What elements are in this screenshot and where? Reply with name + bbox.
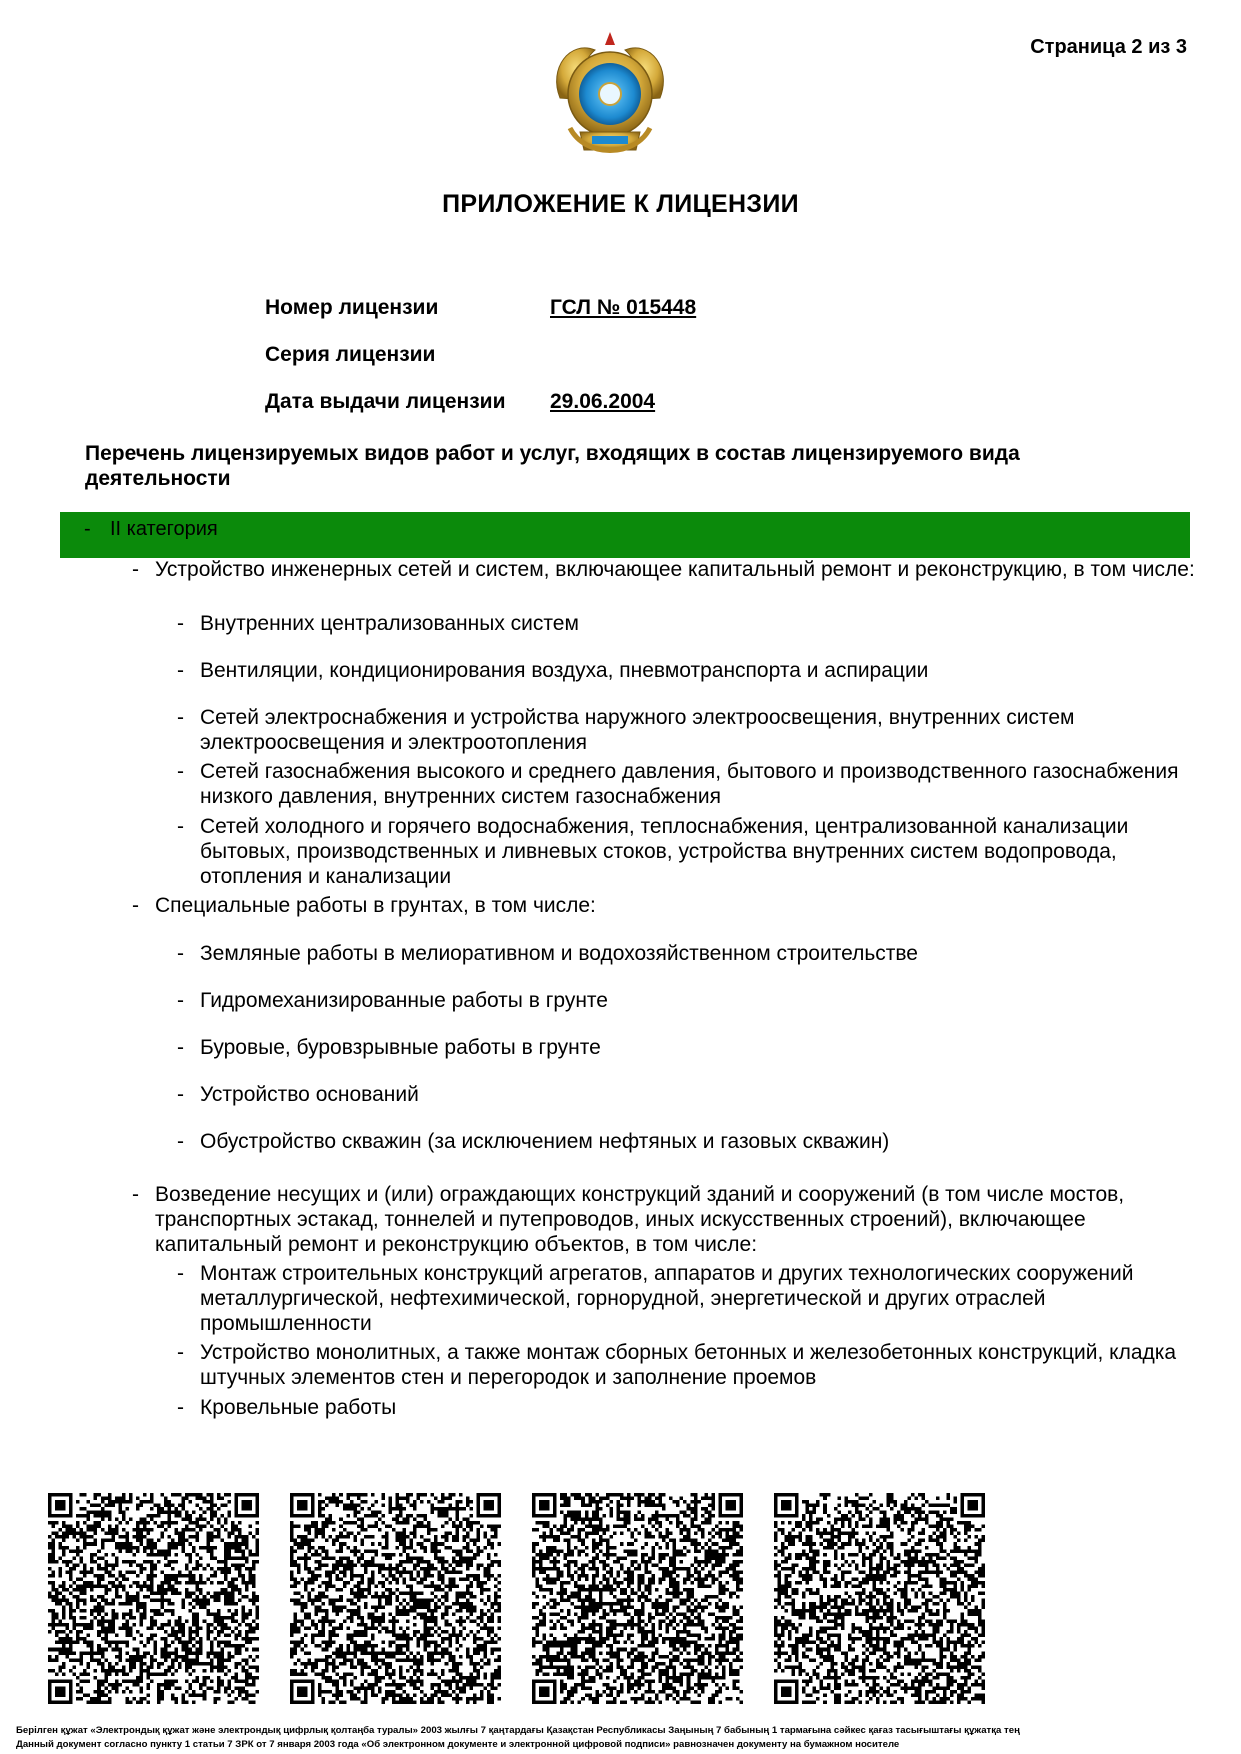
list-dash: - xyxy=(177,1396,184,1419)
license-series-row xyxy=(265,343,696,390)
list-item xyxy=(177,941,1200,966)
list-item xyxy=(177,658,1200,683)
list-item-text: Обустройство скважин (за исключением нефтяных и газовых скважин) xyxy=(200,1130,890,1153)
list-item xyxy=(177,988,1200,1013)
list-dash: - xyxy=(177,942,184,965)
license-series-label: Серия лицензии xyxy=(265,343,436,366)
list-item-text: Сетей газоснабжения высокого и среднего давления, бытового и производственного газоснабжения низкого давления, внутренних систем газоснабжения xyxy=(200,760,1179,808)
qr-code-icon xyxy=(48,1493,259,1704)
list-dash: - xyxy=(177,706,184,729)
list-item-text: Устройство оснований xyxy=(200,1083,419,1106)
license-date-value: 29.06.2004 xyxy=(550,390,656,413)
qr-code-icon xyxy=(532,1493,743,1704)
list-dash: - xyxy=(177,1341,184,1364)
list-item xyxy=(132,893,1195,918)
list-dash: - xyxy=(177,1083,184,1106)
list-item xyxy=(177,611,1200,636)
qr-code-row xyxy=(48,1493,998,1705)
license-date-row xyxy=(265,390,696,437)
list-item-text: Кровельные работы xyxy=(200,1396,397,1419)
list-item-text: Гидромеханизированные работы в грунте xyxy=(200,989,608,1012)
license-info xyxy=(265,296,696,437)
list-dash: - xyxy=(177,1130,184,1153)
state-emblem-icon xyxy=(540,28,680,168)
license-date-label: Дата выдачи лицензии xyxy=(265,390,506,413)
list-dash: - xyxy=(177,612,184,635)
list-dash: - xyxy=(177,659,184,682)
qr-code-icon xyxy=(774,1493,985,1704)
list-item xyxy=(177,705,1200,755)
list-item xyxy=(177,1082,1200,1107)
list-item-text: Возведение несущих и (или) ограждающих конструкций зданий и сооружений (в том числе мостов, транспортных эстакад, тоннелей и путепроводов, иных искусственных строений), включающее капитальный ремонт и реконструкцию объектов, в том числе: xyxy=(155,1183,1125,1256)
list-dash: - xyxy=(177,1036,184,1059)
list-item-text: Буровые, буровзрывные работы в грунте xyxy=(200,1036,601,1059)
list-item-text: Монтаж строительных конструкций агрегатов, аппаратов и других технологических сооружений металлургической, нефтехимической, горнорудной, энергетической и других отраслей промышленности xyxy=(200,1262,1134,1335)
list-dash: - xyxy=(132,1183,139,1206)
list-item-text: Устройство инженерных сетей и систем, включающее капитальный ремонт и реконструкцию, в том числе: xyxy=(155,558,1195,581)
legal-footer-ru: Данный документ согласно пункту 1 статьи 7 ЗРК от 7 января 2003 года «Об электронном документе и электронной цифровой подписи» равнозначен документу на бумажном носителе xyxy=(16,1739,900,1750)
list-dash: - xyxy=(132,894,139,917)
list-dash: - xyxy=(177,760,184,783)
list-item-text: Внутренних централизованных систем xyxy=(200,612,579,635)
category-label: II категория xyxy=(110,518,218,540)
list-item xyxy=(177,1035,1200,1060)
list-dash: - xyxy=(132,558,139,581)
list-item-text: Специальные работы в грунтах, в том числе: xyxy=(155,894,596,917)
list-item-text: Устройство монолитных, а также монтаж сборных бетонных и железобетонных конструкций, кладка штучных элементов стен и перегородок и заполнение проемов xyxy=(200,1341,1177,1389)
license-number-value: ГСЛ № 015448 xyxy=(550,296,697,319)
license-number-label: Номер лицензии xyxy=(265,296,439,319)
qr-code-icon xyxy=(290,1493,501,1704)
list-dash: - xyxy=(177,815,184,838)
list-item-text: Вентиляции, кондиционирования воздуха, пневмотранспорта и аспирации xyxy=(200,659,929,682)
list-item-text: Земляные работы в мелиоративном и водохозяйственном строительстве xyxy=(200,942,918,965)
list-item xyxy=(177,759,1200,809)
list-item xyxy=(177,1395,1200,1420)
list-dash: - xyxy=(177,1262,184,1285)
list-item-text: Сетей холодного и горячего водоснабжения, теплоснабжения, централизованной канализации бытовых, производственных и ливневых стоков, устройства внутренних систем водопровода, отопления и канализации xyxy=(200,815,1129,888)
list-item xyxy=(132,557,1195,582)
legal-footer xyxy=(16,1724,1226,1752)
legal-footer-kz: Берілген құжат «Электрондық құжат және электрондық цифрлық қолтаңба туралы» 2003 жылғы 7 қаңтардағы Қазақстан Республикасы Заңының 7 бабының 1 тармағына сәйкес қағаз тасығыштағы құжатқа тең xyxy=(16,1725,1020,1736)
page-number: Страница 2 из 3 xyxy=(1030,36,1187,58)
list-item xyxy=(177,1129,1200,1154)
list-item xyxy=(177,1340,1200,1390)
document-title: ПРИЛОЖЕНИЕ К ЛИЦЕНЗИИ xyxy=(442,190,799,218)
list-item xyxy=(132,1182,1195,1257)
license-number-row xyxy=(265,296,696,343)
list-item xyxy=(177,1261,1200,1336)
category-dash: - xyxy=(84,518,91,540)
list-dash: - xyxy=(177,989,184,1012)
list-item xyxy=(177,814,1200,889)
list-item-text: Сетей электроснабжения и устройства наружного электроосвещения, внутренних систем электроосвещения и электроотопления xyxy=(200,706,1075,754)
works-list-heading: Перечень лицензируемых видов работ и услуг, входящих в состав лицензируемого вида деятельности xyxy=(85,442,1020,490)
category-bar xyxy=(60,512,1190,558)
